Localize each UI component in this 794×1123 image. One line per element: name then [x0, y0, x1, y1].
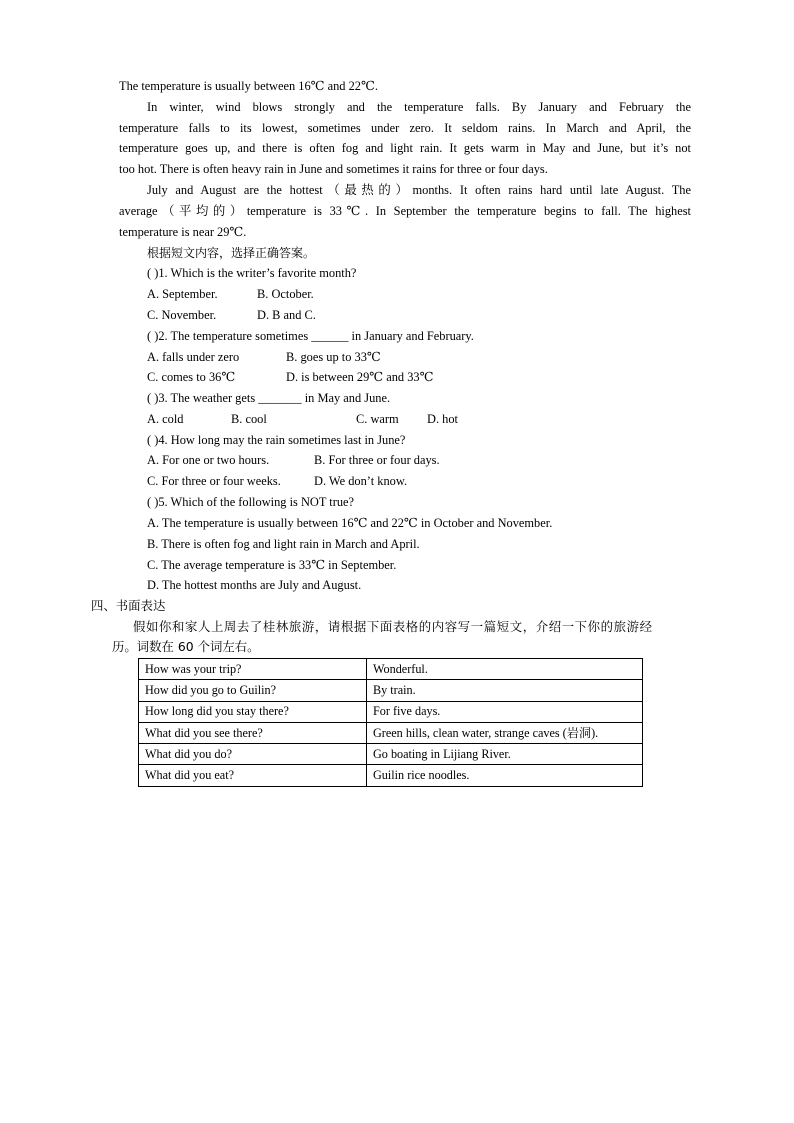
- option-b: B. For three or four days.: [314, 453, 440, 467]
- section-heading: 四、书面表达: [91, 598, 166, 613]
- option-b: B. There is often fog and light rain in March and April.: [147, 537, 420, 551]
- option-d: D. We don’t know.: [314, 474, 408, 488]
- option-a: A. falls under zero: [147, 350, 240, 364]
- option-d: D. is between 29℃ and 33℃: [286, 370, 434, 384]
- option-d: D. B and C.: [257, 308, 316, 322]
- passage-line: average（平均的）temperature is 33℃. In September the temperature begins to fall. The highest: [119, 204, 691, 218]
- table-cell-answer: Go boating in Lijiang River.: [367, 744, 643, 765]
- option-a: A. The temperature is usually between 16℃ and 22℃ in October and November.: [147, 516, 553, 530]
- passage-line: July and August are the hottest（最热的）months. It often rains hard until late August. The: [147, 183, 691, 197]
- option-b: B. cool: [231, 412, 267, 426]
- option-b: B. October.: [257, 287, 314, 301]
- table-cell-question: How did you go to Guilin?: [139, 680, 367, 701]
- table-row: [139, 659, 643, 680]
- table-row: [139, 744, 643, 765]
- option-a: A. cold: [147, 412, 184, 426]
- passage-line: The temperature is usually between 16℃ and 22℃.: [119, 79, 378, 93]
- table-row: [139, 765, 643, 786]
- option-c: C. For three or four weeks.: [147, 474, 281, 488]
- trip-info-table: [138, 658, 643, 787]
- passage-line: In winter, wind blows strongly and the temperature falls. By January and February the: [147, 100, 691, 114]
- option-d: D. The hottest months are July and August.: [147, 578, 362, 592]
- question-stem: ( )1. Which is the writer’s favorite month?: [147, 266, 357, 280]
- table-cell-answer: For five days.: [367, 701, 643, 722]
- question-stem: ( )4. How long may the rain sometimes last in June?: [147, 433, 406, 447]
- table-cell-answer: Guilin rice noodles.: [367, 765, 643, 786]
- passage-line: temperature is near 29℃.: [119, 225, 247, 239]
- option-c: C. comes to 36℃: [147, 370, 236, 384]
- table-cell-question: What did you do?: [139, 744, 367, 765]
- writing-prompt: 历。词数在 60 个词左右。: [112, 639, 260, 654]
- question-stem: ( )5. Which of the following is NOT true?: [147, 495, 355, 509]
- option-b: B. goes up to 33℃: [286, 350, 381, 364]
- option-c: C. November.: [147, 308, 217, 322]
- table-cell-question: What did you see there?: [139, 722, 367, 743]
- option-a: A. September.: [147, 287, 218, 301]
- table-cell-question: How was your trip?: [139, 659, 367, 680]
- option-d: D. hot: [427, 412, 458, 426]
- table-row: [139, 722, 643, 743]
- table-cell-question: How long did you stay there?: [139, 701, 367, 722]
- table-cell-answer: By train.: [367, 680, 643, 701]
- instruction-text: 根据短文内容，选择正确答案。: [147, 246, 316, 260]
- table-cell-answer: Wonderful.: [367, 659, 643, 680]
- option-a: A. For one or two hours.: [147, 453, 270, 467]
- passage-line: too hot. There is often heavy rain in June and sometimes it rains for three or four days.: [119, 162, 548, 176]
- question-stem: ( )2. The temperature sometimes ______ in January and February.: [147, 329, 474, 343]
- option-c: C. The average temperature is 33℃ in September.: [147, 558, 397, 572]
- question-stem: ( )3. The weather gets _______ in May and June.: [147, 391, 391, 405]
- writing-prompt: 假如你和家人上周去了桂林旅游，请根据下面表格的内容写一篇短文，介绍一下你的旅游经: [133, 619, 653, 634]
- passage-line: temperature goes up, and there is often fog and light rain. It gets warm in May and June, but it’s not: [119, 141, 691, 155]
- table-row: [139, 680, 643, 701]
- passage-line: temperature falls to its lowest, sometimes under zero. It seldom rains. In March and April, the: [119, 121, 691, 135]
- table-row: [139, 701, 643, 722]
- option-c: C. warm: [356, 412, 399, 426]
- table-cell-answer: Green hills, clean water, strange caves (岩洞).: [367, 722, 643, 743]
- table-cell-question: What did you eat?: [139, 765, 367, 786]
